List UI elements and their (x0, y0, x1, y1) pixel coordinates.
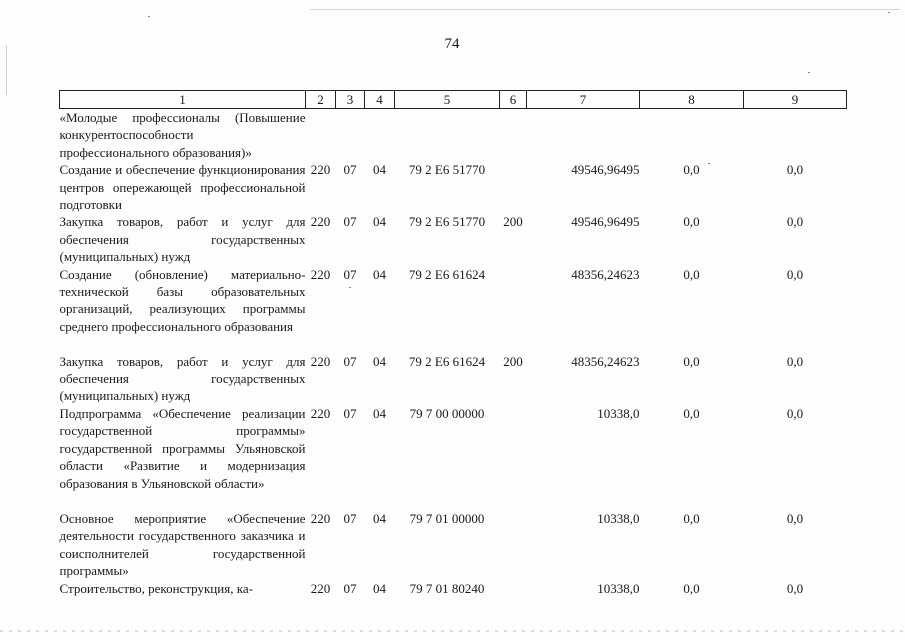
cell-col2 (306, 109, 336, 162)
cell-col3: 07 (343, 162, 357, 178)
cell-col6 (500, 161, 527, 213)
cell-col5: 79 2 E6 61624 (408, 353, 486, 369)
header-cell: 7 (527, 91, 640, 109)
cell-col4: 04 (373, 510, 386, 526)
cell-col2: 220 (310, 162, 331, 178)
cell-col6 (500, 266, 527, 353)
row-name: Закупка товаров, работ и услуг для обеспечения государственных (муниципальных) нужд (59, 214, 306, 265)
cell-col5 (395, 109, 500, 162)
cell-col6: 200 (503, 214, 523, 230)
cell-col2: 220 (310, 510, 331, 526)
cell-col5: 79 7 01 80240 (409, 580, 485, 596)
cell-col4: 04 (373, 353, 386, 369)
cell-col9: 0,0 (786, 405, 804, 421)
cell-col6 (500, 510, 527, 580)
cell-col2: 220 (310, 353, 331, 369)
cell-col5: 79 2 E6 61624 (408, 266, 486, 282)
row-name: Создание и обеспечение функционирования центров опережающей профессиональной подготовки (59, 162, 306, 213)
scan-speck (148, 16, 150, 17)
cell-col9: 0,0 (786, 580, 804, 596)
cell-col8: 0,0 (683, 214, 700, 230)
cell-col4: 04 (373, 405, 386, 421)
cell-col9: 0,0 (786, 266, 804, 282)
table-header-row (60, 91, 847, 109)
scan-speck (708, 163, 710, 164)
table-row (60, 266, 847, 353)
table-row (60, 405, 847, 510)
cell-col6 (500, 580, 527, 598)
cell-col7: 10338,0 (597, 510, 640, 526)
header-cell: 8 (640, 91, 744, 109)
header-cell: 2 (306, 91, 336, 109)
row-name: Основное мероприятие «Обеспечение деятельности государственного заказчика и соисполнителей государственной программы» (59, 510, 306, 579)
table-row (60, 213, 847, 265)
table-row (60, 109, 847, 162)
row-name: «Молодые профессионалы (Повышение конкурентоспособности профессионального образования)» (59, 110, 306, 160)
cell-col2: 220 (310, 580, 331, 596)
row-name: Подпрограмма «Обеспечение реализации государственной программы» государственной программы Ульяновской области «Развитие и модернизация образования в Ульяновской области» (59, 405, 306, 491)
row-name: Создание (обновление) материально-технической базы образовательных организаций, реализующих программы среднего профессионального образования (59, 266, 306, 334)
header-cell: 4 (365, 91, 395, 109)
header-cell: 3 (336, 91, 365, 109)
cell-col4: 04 (373, 580, 386, 596)
cell-col7: 49546,96495 (571, 162, 640, 178)
cell-col3: 07 (343, 405, 357, 421)
cell-col3: 07 (343, 580, 357, 596)
table-row (60, 580, 847, 598)
row-name: Закупка товаров, работ и услуг для обеспечения государственных (муниципальных) нужд (59, 353, 306, 404)
cell-col8: 0,0 (683, 580, 700, 596)
cell-col8: 0,0 (683, 162, 700, 178)
cell-col8: 0,0 (683, 266, 700, 282)
cell-col7: 48356,24623 (571, 353, 640, 369)
scan-speck (888, 12, 890, 13)
cell-col4: 04 (373, 162, 386, 178)
cell-col8: 0,0 (683, 510, 700, 526)
cell-col6: 200 (503, 353, 523, 369)
cell-col7: 10338,0 (597, 405, 640, 421)
cell-col2: 220 (310, 405, 331, 421)
cell-col4: 04 (373, 214, 386, 230)
scan-edge-top (310, 9, 900, 10)
cell-col9 (744, 109, 847, 162)
cell-col8 (640, 109, 744, 162)
cell-col4: 04 (373, 266, 386, 282)
header-cell: 5 (395, 91, 500, 109)
row-name: Строительство, реконструкция, ка- (59, 580, 253, 596)
cell-col9: 0,0 (786, 214, 804, 230)
cell-col7: 48356,24623 (571, 266, 640, 282)
cell-col3: 07 (343, 214, 357, 230)
cell-col3 (336, 109, 365, 162)
table-row (60, 510, 847, 580)
scan-noise-bottom (0, 630, 905, 632)
cell-col7 (527, 109, 640, 162)
cell-col4 (365, 109, 395, 162)
cell-col3: 07 (343, 266, 357, 282)
budget-table (59, 90, 847, 598)
cell-col9: 0,0 (786, 162, 804, 178)
table-row (60, 161, 847, 213)
cell-col3: 07 (343, 353, 357, 369)
header-cell: 6 (500, 91, 527, 109)
cell-col5: 79 7 00 00000 (409, 405, 485, 421)
scan-speck (349, 287, 351, 288)
cell-col2: 220 (310, 266, 331, 282)
cell-col9: 0,0 (786, 353, 804, 369)
cell-col5: 79 7 01 00000 (409, 510, 485, 526)
cell-col5: 79 2 E6 51770 (408, 162, 486, 178)
scan-edge-left (6, 45, 7, 95)
cell-col2: 220 (310, 214, 331, 230)
table-row (60, 353, 847, 405)
scan-speck (808, 72, 810, 73)
page-number: 74 (444, 36, 460, 52)
cell-col6 (500, 109, 527, 162)
cell-col9: 0,0 (786, 510, 804, 526)
cell-col5: 79 2 E6 51770 (408, 214, 486, 230)
cell-col7: 10338,0 (597, 580, 640, 596)
header-cell: 1 (60, 91, 306, 109)
cell-col8: 0,0 (683, 405, 700, 421)
cell-col8: 0,0 (683, 353, 700, 369)
header-cell: 9 (744, 91, 847, 109)
cell-col6 (500, 405, 527, 510)
cell-col3: 07 (343, 510, 357, 526)
cell-col7: 49546,96495 (571, 214, 640, 230)
